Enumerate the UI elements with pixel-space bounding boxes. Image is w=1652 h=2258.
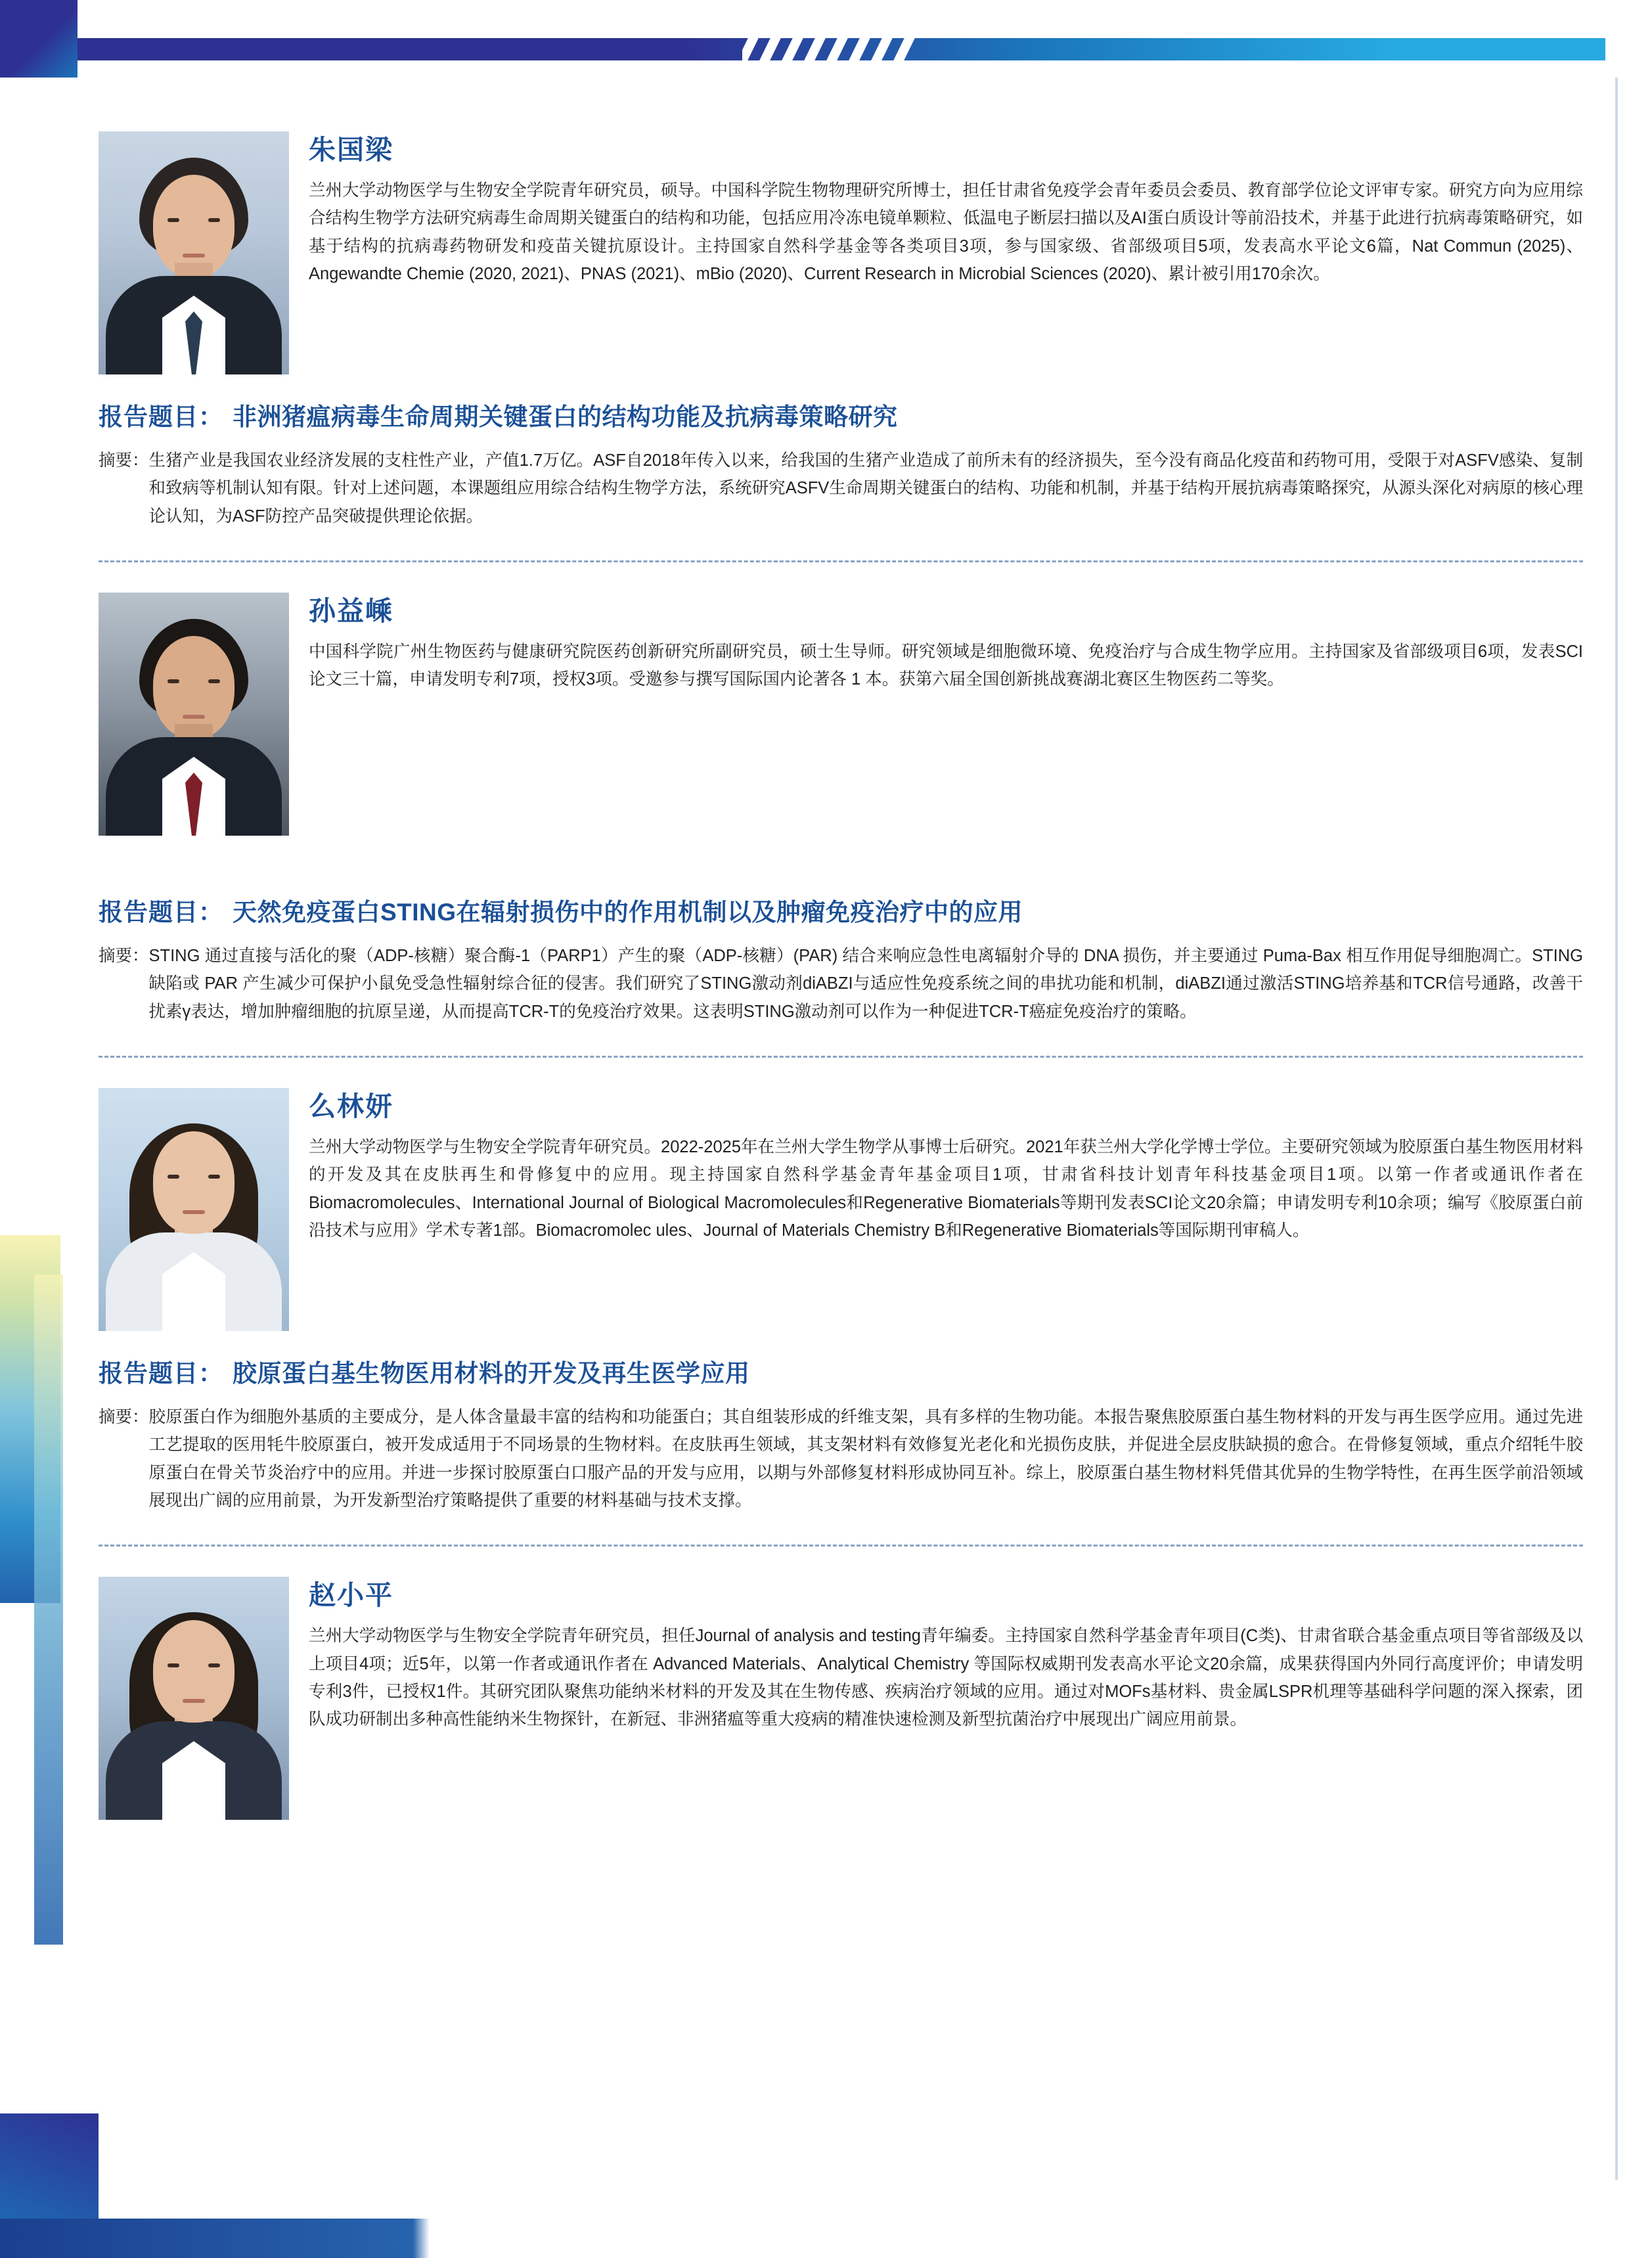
- speaker-info: [309, 131, 1583, 288]
- talk-title-text: 胶原蛋白基生物医用材料的开发及再生医学应用: [233, 1359, 750, 1387]
- abstract-row: [99, 1403, 1583, 1514]
- speaker-photo-yao-linyan: [99, 1088, 289, 1331]
- bottom-band-decoration: [0, 2219, 1652, 2258]
- abstract-row: [99, 942, 1583, 1026]
- speaker-name: 赵小平: [309, 1580, 393, 1611]
- speaker-bio: 兰州大学动物医学与生物安全学院青年研究员。2022-2025年在兰州大学生物学从事博士后研究。2021年获兰州大学化学博士学位。主要研究领域为胶原蛋白基生物医用材料的开发及其在皮肤再生和骨修复中的应用。现主持国家自然科学基金青年基金项目1项，甘肃省科技计划青年科技基金项目1项。以第一作者或通讯作者在Biomacromolecules、International Journal of Biological Macromolecules和Regenerative Biomaterials等期刊发表SCI论文20余篇；申请发明专利10余项；编写《胶原蛋白前沿技术与应用》学术专著1部。Biomacromolec ules、Journal of Materials Chemistry B和Regenerative Biomaterials等国际期刊审稿人。: [309, 1138, 1583, 1240]
- left-gradient-decoration-secondary: [34, 1275, 63, 1945]
- abstract-row: [99, 447, 1583, 530]
- abstract-label: 摘要：: [99, 1407, 149, 1426]
- talk-title-label: 报告题目：: [99, 1359, 223, 1387]
- right-vertical-rule: [1615, 78, 1618, 2180]
- talk-title-row: [99, 397, 1583, 432]
- speaker-card: [99, 131, 1583, 562]
- talk-title-row: [99, 1353, 1583, 1389]
- abstract-text: 生猪产业是我国农业经济发展的支柱性产业，产值1.7万亿。ASF自2018年传入以来，给我国的生猪产业造成了前所未有的经济损失，至今没有商品化疫苗和药物可用，受限于对ASFV感染、复制和致病等机制认知有限。针对上述问题，本课题组应用综合结构生物学方法，系统研究ASFV生命周期关键蛋白的结构、功能和机制，并基于结构开展抗病毒策略探究，从源头深化对病原的核心理论认知，为ASF防控产品突破提供理论依据。: [148, 451, 1583, 526]
- speaker-info: [309, 1577, 1583, 1733]
- speaker-info: [309, 1088, 1583, 1244]
- header-slash-decoration: [742, 38, 952, 60]
- speaker-bio: 中国科学院广州生物医药与健康研究院医药创新研究所副研究员，硕士生导师。研究领域是细胞微环境、免疫治疗与合成生物学应用。主持国家及省部级项目6项，发表SCI论文三十篇，申请发明专利7项，授权3项。受邀参与撰写国际国内论著各 1 本。获第六届全国创新挑战赛湖北赛区生物医药二等奖。: [309, 643, 1583, 689]
- speaker-bio: 兰州大学动物医学与生物安全学院青年研究员，硕导。中国科学院生物物理研究所博士，担任甘肃省免疫学会青年委员会委员、教育部学位论文评审专家。研究方向为应用综合结构生物学方法研究病毒生命周期关键蛋白的结构和功能，包括应用冷冻电镜单颗粒、低温电子断层扫描以及AI蛋白质设计等前沿技术，并基于此进行抗病毒策略研究，如基于结构的抗病毒药物研发和疫苗关键抗原设计。主持国家自然科学基金等各类项目3项，参与国家级、省部级项目5项，发表高水平论文6篇，Nat Commun (2025)、Angewandte Chemie (2020, 2021)、PNAS (2021)、mBio (2020)、Current Research in Microbial Sciences (2020)、累计被引用170余次。: [309, 181, 1583, 284]
- abstract-text: 胶原蛋白作为细胞外基质的主要成分，是人体含量最丰富的结构和功能蛋白；其自组装形成的纤维支架，具有多样的生物功能。本报告聚焦胶原蛋白基生物材料的开发与再生医学应用。通过先进工艺提取的医用牦牛胶原蛋白，被开发成适用于不同场景的生物材料。在皮肤再生领域，其支架材料有效修复光老化和光损伤皮肤，并促进全层皮肤缺损的愈合。在骨修复领域，重点介绍牦牛胶原蛋白在骨关节炎治疗中的应用。并进一步探讨胶原蛋白口服产品的开发与应用，以期与外部修复材料形成协同互补。综上，胶原蛋白基生物材料凭借其优异的生物学特性，在再生医学前沿领域展现出广阔的应用前景，为开发新型治疗策略提供了重要的材料基础与技术支撑。: [148, 1407, 1583, 1510]
- speaker-list: [99, 131, 1583, 1820]
- speaker-header: [99, 131, 1583, 374]
- top-left-corner-decoration: [0, 0, 78, 78]
- speaker-name: 孙益嵊: [309, 595, 393, 626]
- abstract-label: 摘要：: [99, 946, 149, 965]
- speaker-card: [99, 593, 1583, 1058]
- speaker-bio: 兰州大学动物医学与生物安全学院青年研究员，担任Journal of analysis and testing青年编委。主持国家自然科学基金青年项目(C类)、甘肃省联合基金重点项目等省部级及以上项目4项；近5年，以第一作者或通讯作者在 Advanced Materials、Analytical Chemistry 等国际权威期刊发表高水平论文20余篇，成果获得国内外同行高度评价；申请发明专利3件，已授权1件。其研究团队聚焦功能纳米材料的开发及其在生物传感、疾病治疗领域的应用。通过对MOFs基材料、贵金属LSPR机理等基础科学问题的深入探索，团队成功研制出多种高性能纳米生物探针，在新冠、非洲猪瘟等重大疫病的精准快速检测及新型抗菌治疗中展现出广阔应用前景。: [309, 1627, 1583, 1729]
- speaker-header: [99, 1577, 1583, 1820]
- section-divider: [99, 1056, 1583, 1058]
- speaker-photo-sun-yisong: [99, 593, 289, 836]
- talk-title-label: 报告题目：: [99, 403, 223, 430]
- speaker-photo-zhao-xiaoping: [99, 1577, 289, 1820]
- talk-title-label: 报告题目：: [99, 898, 223, 926]
- talk-title-row: [99, 892, 1583, 928]
- speaker-card: [99, 1088, 1583, 1547]
- section-divider: [99, 560, 1583, 562]
- speaker-header: [99, 1088, 1583, 1331]
- speaker-name: 朱国梁: [309, 135, 393, 165]
- speaker-photo-zhu-guoliang: [99, 131, 289, 374]
- section-divider: [99, 1545, 1583, 1547]
- speaker-info: [309, 593, 1583, 694]
- speaker-name: 么林妍: [309, 1091, 393, 1121]
- abstract-text: STING 通过直接与活化的聚（ADP-核糖）聚合酶-1（PARP1）产生的聚（ADP-核糖）(PAR) 结合来响应急性电离辐射介导的 DNA 损伤，并主要通过 Puma-Bax 相互作用促导细胞凋亡。STING 缺陷或 PAR 产生减少可保护小鼠免受急性辐射综合征的侵害。我们研究了STING激动剂diABZI与适应性免疫系统之间的串扰功能和机制，diABZI通过激活STING培养基和TCR信号通路，改善干扰素γ表达，增加肿瘤细胞的抗原呈递，从而提高TCR-T的免疫治疗效果。这表明STING激动剂可以作为一种促进TCR-T癌症免疫治疗的策略。: [148, 946, 1583, 1021]
- speaker-card: [99, 1577, 1583, 1820]
- speaker-header: [99, 593, 1583, 836]
- talk-title-text: 天然免疫蛋白STING在辐射损伤中的作用机制以及肿瘤免疫治疗中的应用: [233, 898, 1023, 926]
- abstract-label: 摘要：: [99, 451, 149, 470]
- talk-title-text: 非洲猪瘟病毒生命周期关键蛋白的结构功能及抗病毒策略研究: [233, 403, 898, 430]
